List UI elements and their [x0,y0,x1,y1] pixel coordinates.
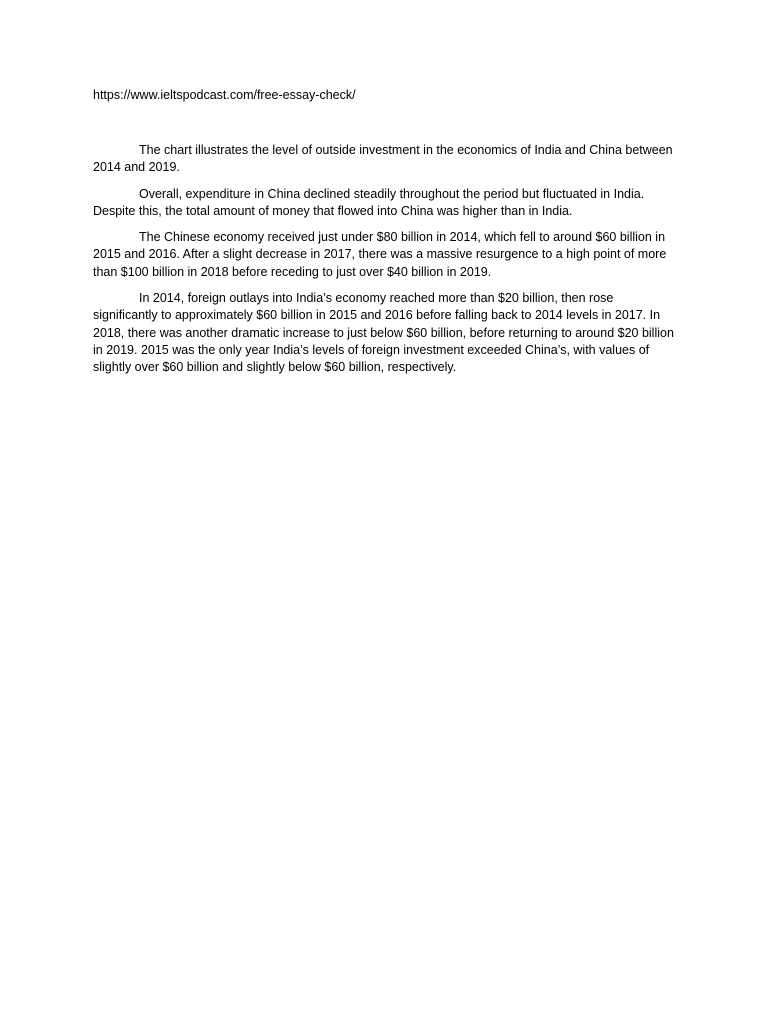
source-url: https://www.ieltspodcast.com/free-essay-check/ [93,88,356,102]
essay-body [93,142,678,386]
paragraph-china-details: The Chinese economy received just under $80 billion in 2014, which fell to around $60 billion in 2015 and 2016. After a slight decrease in 2017, there was a massive resurgence to a high point of more than $100 billion in 2018 before receding to just over $40 billion in 2019. [93,230,667,279]
paragraph-introduction: The chart illustrates the level of outside investment in the economics of India and China between 2014 and 2019. [93,143,673,175]
paragraph-india-details: In 2014, foreign outlays into India’s economy reached more than $20 billion, then rose significantly to approximately $60 billion in 2015 and 2016 before falling back to 2014 levels in 2017. In 2018, there was another dramatic increase to just below $60 billion, before returning to around $20 billion in 2019. 2015 was the only year India’s levels of foreign investment exceeded China’s, with values of slightly over $60 billion and slightly below $60 billion, respectively. [93,291,674,375]
paragraph-overview: Overall, expenditure in China declined steadily throughout the period but fluctuated in India. Despite this, the total amount of money that flowed into China was higher than in India. [93,186,645,218]
